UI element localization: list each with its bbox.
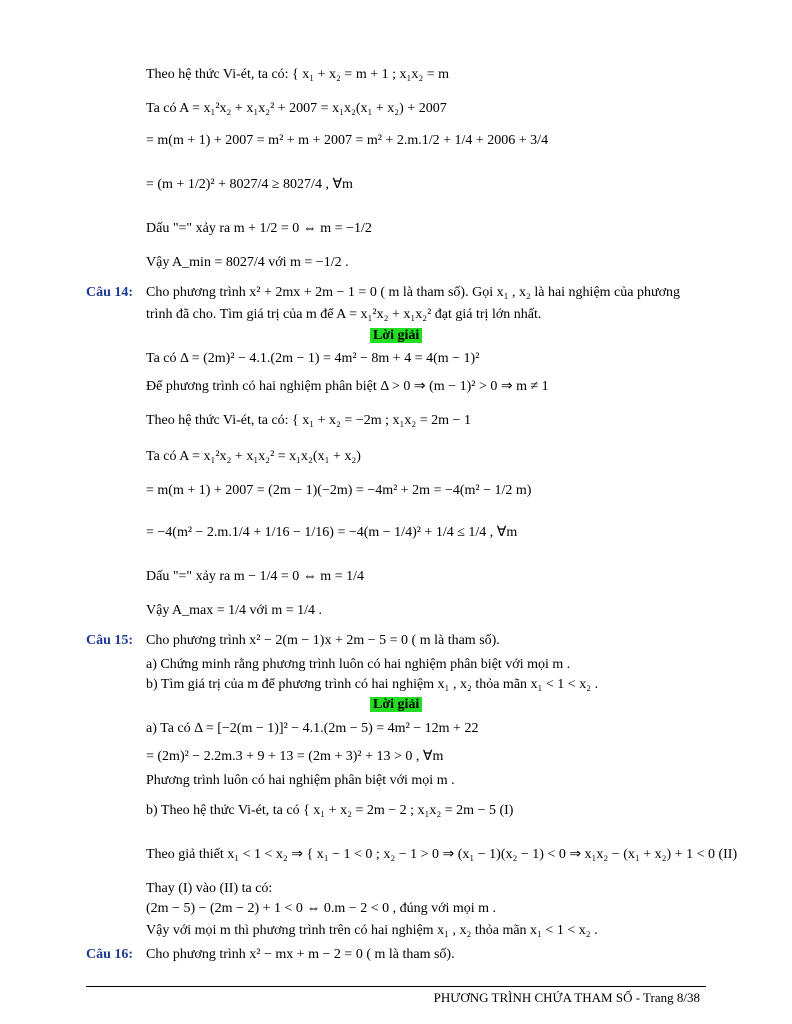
text-line: Phương trình luôn có hai nghiệm phân biệt với mọi m . [146, 773, 455, 788]
question-label: Câu 15: [86, 633, 134, 648]
text-line: = −4(m² − 2.m.1/4 + 1/16 − 1/16) = −4(m − 1/4)² + 1/4 ≤ 1/4 , ∀m [146, 525, 518, 540]
text-line: = m(m + 1) + 2007 = m² + m + 2007 = m² + 2.m.1/2 + 1/4 + 2006 + 3/4 [146, 133, 549, 148]
text-line: Ta có Δ = (2m)² − 4.1.(2m − 1) = 4m² − 8m + 4 = 4(m − 1)² [146, 351, 480, 366]
question-label: Câu 14: [86, 285, 134, 300]
text-line: b) Tìm giá trị của m để phương trình có hai nghiệm x₁ , x₂ thỏa mãn x₁ < 1 < x₂ . [146, 677, 599, 692]
text-line: Theo hệ thức Vi-ét, ta có: { x₁ + x₂ = m + 1 ; x₁x₂ = m [146, 67, 450, 82]
text-line: Cho phương trình x² + 2mx + 2m − 1 = 0 ( m là tham số). Gọi x₁ , x₂ là hai nghiệm của phương [146, 285, 680, 300]
question-label: Câu 16: [86, 947, 134, 962]
text-line: a) Chứng minh rằng phương trình luôn có hai nghiệm phân biệt với mọi m . [146, 657, 571, 672]
text-line: Vậy A_max = 1/4 với m = 1/4 . [146, 603, 323, 618]
text-line: Ta có A = x₁²x₂ + x₁x₂² + 2007 = x₁x₂(x₁ + x₂) + 2007 [146, 101, 447, 116]
text-line: Dấu "=" xảy ra m − 1/4 = 0 ⇔ m = 1/4 [146, 569, 364, 584]
text-line: (2m − 5) − (2m − 2) + 1 < 0 ⇔ 0.m − 2 < 0 , đúng với mọi m . [146, 901, 497, 916]
text-line: Vậy với mọi m thì phương trình trên có hai nghiệm x₁ , x₂ thỏa mãn x₁ < 1 < x₂ . [146, 923, 598, 938]
text-line: = (2m)² − 2.2m.3 + 9 + 13 = (2m + 3)² + 13 > 0 , ∀m [146, 749, 444, 764]
text-line: Cho phương trình x² − 2(m − 1)x + 2m − 5 = 0 ( m là tham số). [146, 633, 500, 648]
text-line: a) Ta có Δ = [−2(m − 1)]² − 4.1.(2m − 5) = 4m² − 12m + 22 [146, 721, 479, 736]
text-line: = (m + 1/2)² + 8027/4 ≥ 8027/4 , ∀m [146, 177, 353, 192]
text-line: Ta có A = x₁²x₂ + x₁x₂² = x₁x₂(x₁ + x₂) [146, 449, 361, 464]
text-line: Theo giả thiết x₁ < 1 < x₂ ⇒ { x₁ − 1 < 0 ; x₂ − 1 > 0 ⇒ (x₁ − 1)(x₂ − 1) < 0 ⇒ x₁x₂ − (x₁ + x₂) + 1 < 0 (II) [146, 847, 738, 862]
text-line: Thay (I) vào (II) ta có: [146, 881, 273, 896]
text-line: Cho phương trình x² − mx + m − 2 = 0 ( m là tham số). [146, 947, 455, 962]
text-line: Để phương trình có hai nghiệm phân biệt Δ > 0 ⇒ (m − 1)² > 0 ⇒ m ≠ 1 [146, 379, 549, 394]
text-line: = m(m + 1) + 2007 = (2m − 1)(−2m) = −4m² + 2m = −4(m² − 1/2 m) [146, 483, 532, 498]
solution-heading: Lời giải [370, 697, 422, 712]
page-footer: PHƯƠNG TRÌNH CHỨA THAM SỐ - Trang 8/38 [433, 990, 700, 1005]
text-line: Vậy A_min = 8027/4 với m = −1/2 . [146, 255, 349, 270]
text-line: Dấu "=" xảy ra m + 1/2 = 0 ⇔ m = −1/2 [146, 221, 372, 236]
text-line: b) Theo hệ thức Vi-ét, ta có { x₁ + x₂ = 2m − 2 ; x₁x₂ = 2m − 5 (I) [146, 803, 514, 818]
text-line: trình đã cho. Tìm giá trị của m để A = x₁²x₂ + x₁x₂² đạt giá trị lớn nhất. [146, 307, 542, 322]
solution-heading: Lời giải [370, 328, 422, 343]
text-line: Theo hệ thức Vi-ét, ta có: { x₁ + x₂ = −2m ; x₁x₂ = 2m − 1 [146, 413, 471, 428]
footer-divider [86, 986, 706, 987]
